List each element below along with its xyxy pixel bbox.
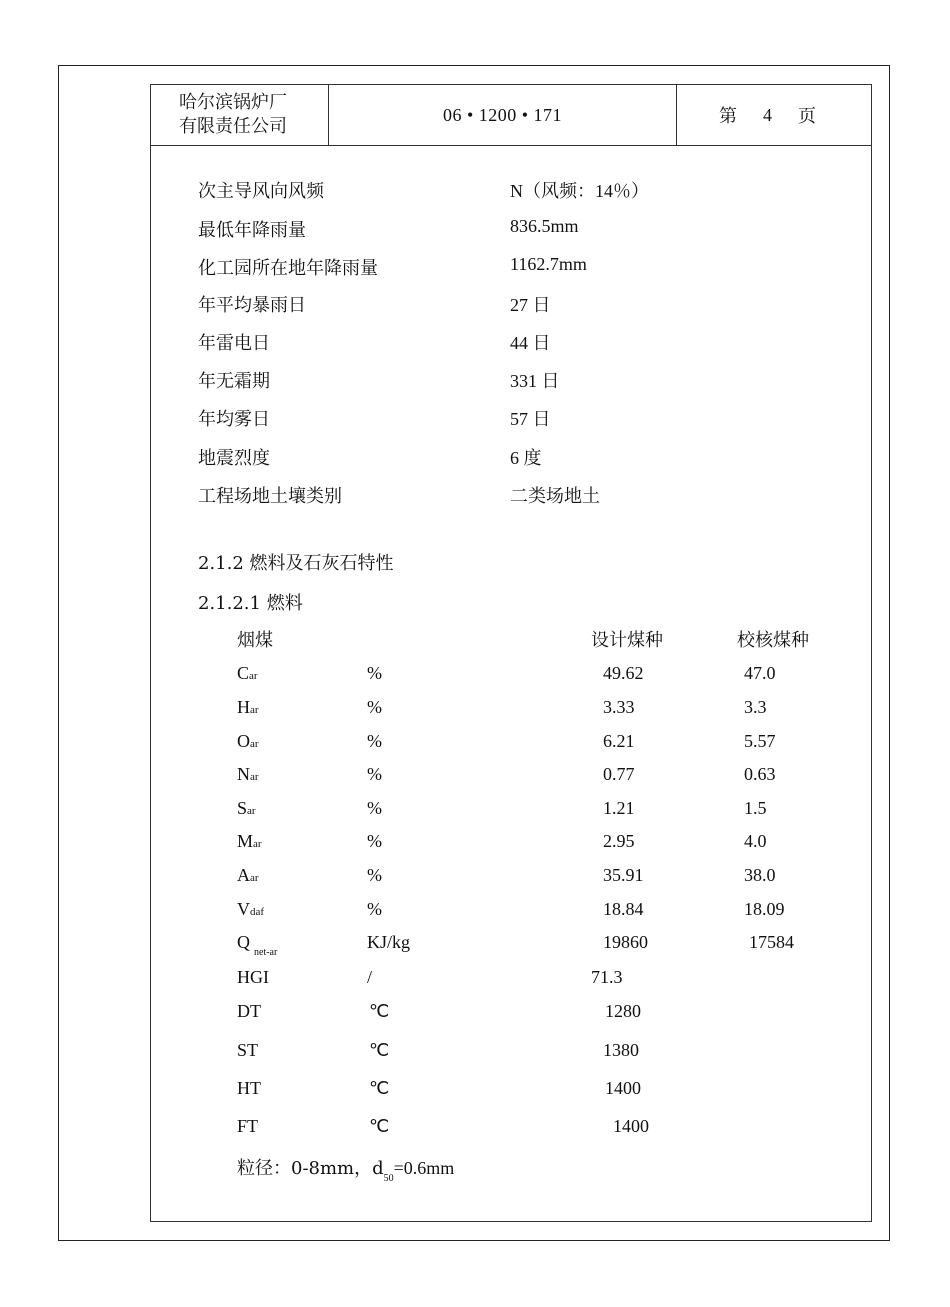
fuel-check-value: 38.0 [744, 865, 776, 885]
particle-size-subscript: 50 [383, 1173, 394, 1184]
fuel-param-unit: % [367, 663, 382, 683]
fuel-param-letter: ST [237, 1040, 259, 1060]
fuel-param-symbol [237, 764, 259, 785]
fuel-param-symbol [237, 663, 258, 684]
climate-value: 27 日 [510, 295, 551, 315]
fuel-param-symbol [237, 932, 278, 958]
fuel-design-value: 1280 [605, 1001, 641, 1021]
climate-value: 331 日 [510, 371, 560, 391]
fuel-param-symbol [237, 1001, 261, 1022]
climate-label: 次主导风向风频 [198, 181, 324, 202]
climate-label: 年平均暴雨日 [198, 295, 306, 316]
fuel-param-unit: % [367, 764, 382, 784]
fuel-param-subscript: daf [250, 906, 265, 918]
particle-size [237, 1154, 455, 1184]
fuel-design-value: 19860 [603, 932, 648, 952]
document-number-cell [329, 85, 677, 145]
climate-value: 57 日 [510, 409, 551, 429]
fuel-check-value: 1.5 [744, 798, 767, 818]
fuel-param-letter: C [237, 663, 250, 683]
fuel-design-value: 18.84 [603, 899, 644, 919]
fuel-check-value: 17584 [749, 932, 794, 952]
fuel-param-letter: FT [237, 1116, 259, 1136]
fuel-param-symbol [237, 967, 269, 988]
climate-value: N（风频：14％） [510, 181, 649, 201]
fuel-param-symbol [237, 831, 262, 852]
climate-label: 工程场地土壤类别 [198, 486, 342, 507]
fuel-check-value: 0.63 [744, 764, 776, 784]
company-name-cell [151, 85, 329, 145]
fuel-check-value: 5.57 [744, 731, 776, 751]
fuel-param-unit: ℃ [369, 1040, 390, 1060]
fuel-param-letter: O [237, 731, 250, 751]
subsection-title: 2.1.2.1 燃料 [198, 593, 303, 614]
fuel-design-value: 1400 [605, 1078, 641, 1098]
page-number-cell [677, 85, 871, 145]
fuel-param-unit: % [367, 831, 382, 851]
fuel-param-subscript: ar [247, 805, 256, 817]
fuel-table-name-header: 烟煤 [237, 630, 273, 651]
fuel-param-symbol [237, 731, 259, 752]
fuel-design-value: 35.91 [603, 865, 644, 885]
fuel-param-letter: H [237, 697, 250, 717]
climate-value: 1162.7mm [510, 254, 587, 274]
fuel-param-symbol [237, 899, 264, 920]
fuel-param-unit: / [367, 967, 373, 987]
fuel-design-value: 1380 [603, 1040, 639, 1060]
fuel-param-subscript: ar [250, 704, 259, 716]
climate-value: 二类场地土 [510, 486, 600, 506]
fuel-design-value: 3.33 [603, 697, 635, 717]
fuel-design-value: 1400 [613, 1116, 649, 1136]
document-header [151, 85, 871, 146]
fuel-param-unit: ℃ [369, 1001, 390, 1021]
fuel-param-subscript: ar [250, 872, 259, 884]
climate-label: 最低年降雨量 [198, 220, 306, 241]
fuel-table-check-header: 校核煤种 [737, 630, 809, 651]
fuel-param-unit: % [367, 697, 382, 717]
fuel-check-value: 18.09 [744, 899, 785, 919]
page-prefix: 第 [719, 106, 737, 127]
particle-size-prefix: 粒径：0-8mm，d [237, 1158, 384, 1179]
fuel-param-subscript: ar [250, 738, 259, 750]
fuel-design-value: 71.3 [591, 967, 623, 987]
fuel-param-symbol [237, 865, 259, 886]
fuel-param-letter: Q [237, 932, 250, 952]
fuel-param-letter: HT [237, 1078, 261, 1098]
fuel-table-design-header: 设计煤种 [591, 630, 663, 651]
fuel-param-symbol [237, 1116, 258, 1137]
fuel-design-value: 6.21 [603, 731, 635, 751]
page-number: 4 [763, 104, 772, 125]
fuel-param-subscript: ar [253, 838, 262, 850]
fuel-param-unit: % [367, 798, 382, 818]
climate-label: 地震烈度 [198, 448, 270, 469]
fuel-param-letter: A [237, 865, 250, 885]
fuel-param-symbol [237, 1078, 261, 1099]
company-name-line1: 哈尔滨锅炉厂 [179, 92, 287, 113]
fuel-param-subscript: net-ar [254, 947, 278, 958]
fuel-param-subscript: ar [250, 771, 259, 783]
fuel-param-unit: % [367, 865, 382, 885]
fuel-param-unit: KJ/kg [367, 932, 411, 952]
climate-value: 44 日 [510, 333, 551, 353]
fuel-param-symbol [237, 1040, 258, 1061]
climate-label: 年均雾日 [198, 409, 270, 430]
particle-size-suffix: =0.6mm [393, 1158, 455, 1178]
fuel-param-symbol [237, 697, 259, 718]
fuel-check-value: 4.0 [744, 831, 767, 851]
fuel-param-letter: DT [237, 1001, 261, 1021]
fuel-design-value: 49.62 [603, 663, 644, 683]
fuel-design-value: 1.21 [603, 798, 635, 818]
climate-label: 年无霜期 [198, 371, 270, 392]
climate-value: 836.5mm [510, 216, 579, 236]
fuel-param-unit: % [367, 731, 382, 751]
page-suffix: 页 [798, 106, 816, 127]
climate-label: 年雷电日 [198, 333, 270, 354]
document-number: 06 • 1200 • 171 [442, 104, 563, 125]
fuel-check-value: 3.3 [744, 697, 767, 717]
fuel-design-value: 0.77 [603, 764, 635, 784]
fuel-param-subscript: ar [249, 670, 258, 682]
fuel-param-letter: HGI [237, 967, 269, 987]
climate-value: 6 度 [510, 448, 542, 468]
section-title: 2.1.2 燃料及石灰石特性 [198, 553, 394, 574]
fuel-param-unit: ℃ [369, 1078, 390, 1098]
fuel-param-letter: V [237, 899, 250, 919]
fuel-check-value: 47.0 [744, 663, 776, 683]
fuel-param-letter: N [237, 764, 250, 784]
fuel-param-letter: M [237, 831, 254, 851]
fuel-design-value: 2.95 [603, 831, 635, 851]
fuel-param-unit: % [367, 899, 382, 919]
company-name-line2: 有限责任公司 [179, 116, 287, 137]
fuel-param-unit: ℃ [369, 1116, 390, 1136]
climate-label: 化工园所在地年降雨量 [198, 258, 378, 279]
fuel-param-letter: S [237, 798, 248, 818]
fuel-param-symbol [237, 798, 256, 819]
